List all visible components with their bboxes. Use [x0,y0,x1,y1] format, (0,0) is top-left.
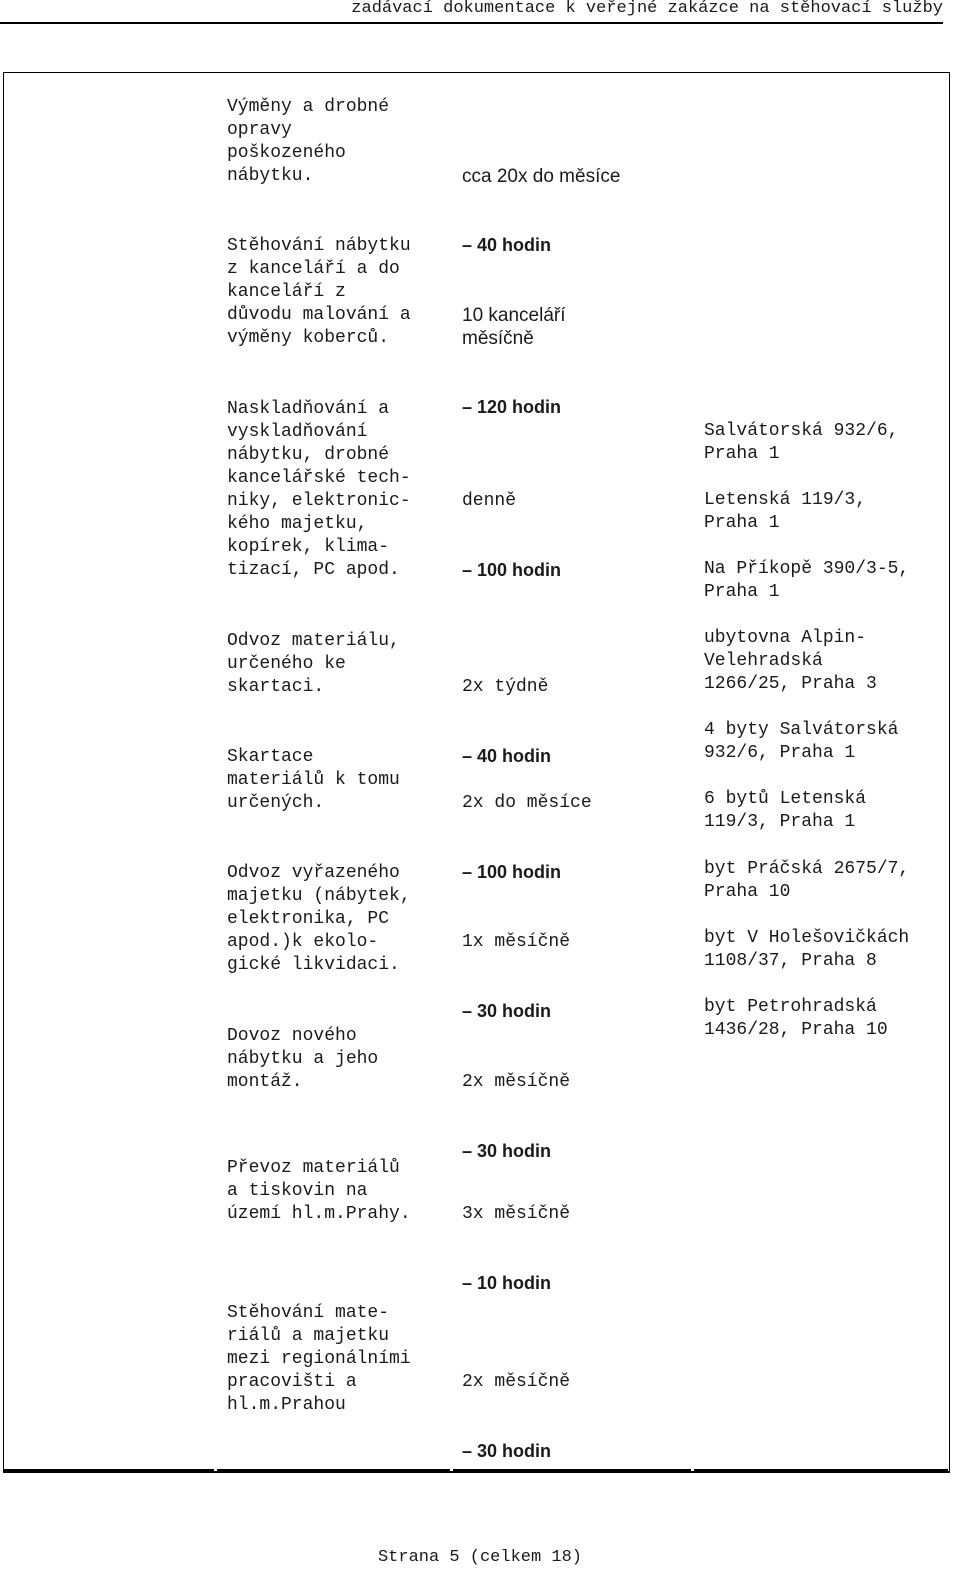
hours-text: – 40 hodin [462,235,552,255]
hours-text: – 120 hodin [462,397,562,417]
location-item: byt Petrohradská 1436/28, Praha 10 [704,997,888,1040]
activity-cell: Naskladňování a vyskladňování nábytku, drobné kancelářské tech- niky, elektronic- kého majetku, kopírek, klima- tizací, PC apod. [227,399,411,580]
frequency-cell [462,1157,570,1318]
hours-text: – 30 hodin [462,1001,552,1021]
location-item: Na Příkopě 390/3-5, Praha 1 [704,559,910,602]
location-item: byt V Holešovičkách 1108/37, Praha 8 [704,928,910,971]
frequency-text: 2x do měsíce [462,793,592,813]
hours-text: – 100 hodin [462,862,562,882]
activity-cell: Skartace materiálů k tomu určených. [227,747,400,813]
frequency-text: denně [462,491,517,511]
activity-cell: Stěhování nábytku z kanceláří a do kanceláří z důvodu malování a výměny koberců. [227,236,411,348]
page-header: zadávací dokumentace k veřejné zakázce na stěhovací služby [0,0,943,24]
hours-text: – 40 hodin [462,746,552,766]
hours-text: – 10 hodin [462,1273,552,1293]
frequency-text: 2x měsíčně [462,1372,571,1392]
location-item: byt Práčská 2675/7, Praha 10 [704,859,910,902]
page-number: Strana 5 (celkem 18) [377,1548,583,1567]
activity-cell: Výměny a drobné opravy poškozeného nábytku. [227,97,390,186]
column-rule [217,1469,450,1471]
frequency-cell [462,119,620,280]
hours-text: – 30 hodin [462,1441,552,1461]
location-item: ubytovna Alpin- Velehradská 1266/25, Praha 3 [704,628,877,694]
activity-cell: Odvoz vyřazeného majetku (nábytek, elektronika, PC apod.)k ekolo- gické likvidaci. [227,863,411,975]
frequency-cell [462,885,570,1046]
hours-text: – 100 hodin [462,560,562,580]
location-item: 4 byty Salvátorská 932/6, Praha 1 [704,720,899,763]
frequency-cell [462,444,561,605]
location-item: Salvátorská 932/6, Praha 1 [704,421,899,464]
frequency-text: 3x měsíčně [462,1204,571,1224]
hours-text: – 30 hodin [462,1141,552,1161]
location-item: Letenská 119/3, Praha 1 [704,490,867,533]
frequency-text: 2x měsíčně [462,1072,571,1092]
column-rule [4,1469,214,1471]
frequency-text: cca 20x do měsíce [462,166,621,187]
activity-cell: Odvoz materiálu, určeného ke skartaci. [227,631,400,697]
activity-cell: Dovoz nového nábytku a jeho montáž. [227,1026,379,1092]
frequency-text: 10 kanceláří měsíčně [462,305,566,349]
column-rule [694,1469,948,1471]
column-rule [453,1469,691,1471]
frequency-cell [462,258,566,442]
frequency-cell [462,746,592,907]
frequency-text: 1x měsíčně [462,932,571,952]
activity-cell: Převoz materiálů a tiskovin na území hl.m.Prahy. [227,1158,411,1224]
activity-cell: Stěhování mate- riálů a majetku mezi regionálními pracovišti a hl.m.Prahou [227,1303,411,1415]
frequency-cell [462,1325,570,1486]
frequency-text: 2x týdně [462,677,549,697]
location-item: 6 bytů Letenská 119/3, Praha 1 [704,789,867,832]
